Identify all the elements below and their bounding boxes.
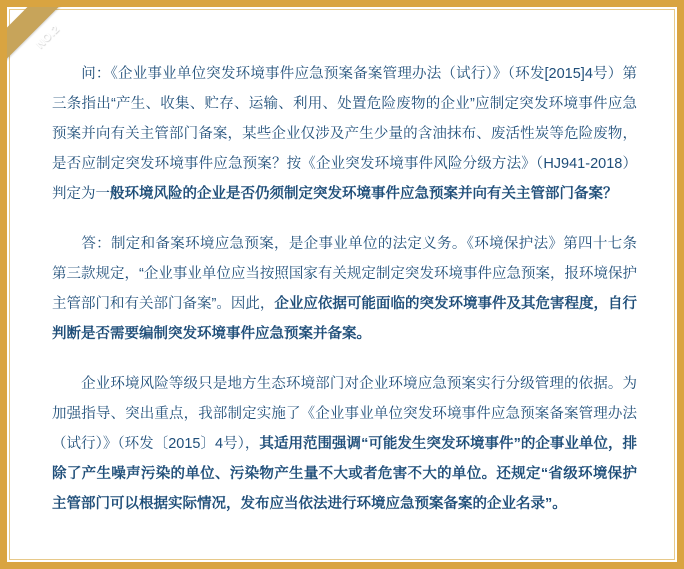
paragraph-answer-2: [52, 369, 637, 519]
text-run: 问：《企业事业单位突发环境事件应急预案备案管理办法（试行）》（环发[2015]4号）第三条指出“产生、收集、贮存、运输、利用、处置危险废物的企业”应制定突发环境事件应急预案并向有关主管部门备案，某些企业仅涉及产生少量的含油抹布、废活性炭等危险废物，是否应制定突发环境事件应急预案？按《企业突发环境事件风险分级方法》（HJ941-2018）判定为一: [52, 66, 637, 202]
text-run: 企业应依据可能面临的突发环境事件及其危害程度，自行判断是否需要编制突发环境事件应急预案并备案。: [52, 296, 638, 342]
text-run: 企业环境风险等级只是地方生态环境部门对企业环境应急预案实行分级管理的依据。为加强指导、突出重点，我部制定实施了《企业事业单位突发环境事件应急预案备案管理办法（试行）》（环发〔2015〕4号），: [52, 376, 637, 452]
text-run: 答：制定和备案环境应急预案，是企事业单位的法定义务。《环境保护法》第四十七条第三款规定，“企业事业单位应当按照国家有关规定制定突发环境事件应急预案，报环境保护主管部门和有关部门备案”。因此，: [52, 236, 637, 312]
paragraph-answer-1: [52, 229, 637, 349]
paragraph-question: [52, 59, 637, 209]
ribbon-label: NO.2: [33, 22, 63, 52]
document-body: [52, 59, 637, 539]
text-run: 其适用范围强调“可能发生突发环境事件”的企事业单位，排除了产生噪声污染的单位、污染物产生量不大或者危害不大的单位。还规定“省级环境保护主管部门可以根据实际情况，发布应当依法进行环境应急预案备案的企业名录”。: [52, 436, 638, 512]
text-run: 般环境风险的企业是否仍须制定突发环境事件应急预案并向有关主管部门备案？: [110, 186, 618, 202]
